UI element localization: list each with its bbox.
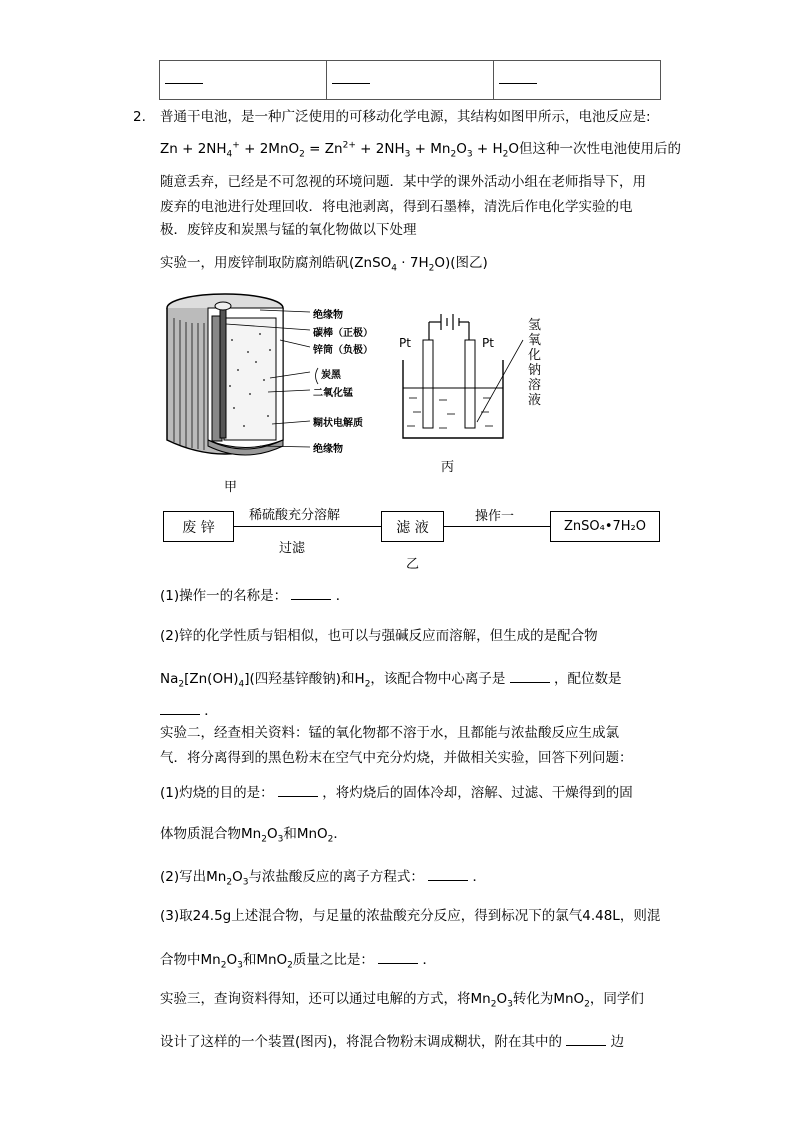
answer-blank[interactable] (566, 1031, 606, 1046)
answer-blank[interactable] (428, 866, 468, 881)
flow-arrow-1 (234, 526, 381, 527)
right-electrode-label: Pt (482, 336, 494, 350)
label-insulator-bottom: 绝缘物 (313, 444, 343, 455)
question-2-line-1: (2)锌的化学性质与铝相似，也可以与强碱反应而溶解，但生成的是配合物 (160, 628, 598, 644)
question-3-line-1: (1)灼烧的目的是： ，将灼烧后的固体冷却，溶解、过滤、干燥得到的固 (160, 782, 633, 802)
question-number: 2. (133, 109, 146, 125)
label-manganese-dioxide: 二氧化锰 (313, 388, 353, 399)
answer-blank[interactable] (291, 585, 331, 600)
label-carbon-black: 炭黑 (321, 370, 341, 381)
left-electrode-label: Pt (399, 336, 411, 350)
question-1: (1)操作一的名称是： ． (160, 585, 349, 605)
caption-bing: 丙 (441, 460, 455, 475)
experiment-3-line-2: 设计了这样的一个装置(图丙)，将混合物粉末调成糊状，附在其中的 边 (160, 1031, 624, 1051)
intro-line-5: 极．废锌皮和炭黑与锰的氧化物做以下处理 (160, 222, 417, 238)
answer-blank[interactable] (165, 69, 203, 84)
intro-line-1: 普通干电池，是一种广泛使用的可移动化学电源，其结构如图甲所示，电池反应是: (160, 109, 651, 125)
answer-blank[interactable] (278, 782, 318, 797)
flow-arrow-1-bottom-label: 过滤 (279, 541, 306, 556)
question-5-line-1: (3)取24.5g上述混合物，与足量的浓盐酸充分反应，得到标况下的氯气4.48L，则混 (160, 908, 661, 924)
answer-blank[interactable] (510, 668, 550, 683)
question-2-line-2: $Na_2[Zn(OH)_4]$(四羟基锌酸钠)和$H_2$，该配合物中心离子是 ，配位数是 (160, 668, 622, 688)
flow-arrow-2 (444, 526, 550, 527)
table-cell (494, 61, 660, 99)
label-zinc-can: 锌筒（负极） (313, 345, 373, 356)
experiment-1-title: 实验一，用废锌制取防腐剂皓矾(ZnSO$_4$ · $7H_2O$)(图乙) (160, 255, 488, 274)
label-carbon-rod: 碳棒（正极） (313, 328, 373, 339)
dry-cell-diagram (160, 290, 380, 470)
solution-label: 氢氧化钠溶液 (528, 318, 542, 408)
experiment-2-line-2: 气．将分离得到的黑色粉末在空气中充分灼烧，并做相关实验，回答下列问题： (160, 750, 633, 766)
intro-line-3: 随意丢弃，已经是不可忽视的环境问题．某中学的课外活动小组在老师指导下，用 (160, 174, 646, 190)
intro-line-4: 废弃的电池进行处理回收．将电池剥离，得到石墨棒，清洗后作电化学实验的电 (160, 199, 633, 215)
label-insulator-top: 绝缘物 (313, 310, 343, 321)
flow-box-filtrate: 滤 液 (381, 511, 444, 542)
caption-jia: 甲 (224, 480, 238, 495)
experiment-3-line-1: 实验三，查询资料得知，还可以通过电解的方式，将$Mn_2O_3$转化为MnO$_2$，同学们 (160, 991, 644, 1010)
question-4: (2)写出$Mn_2O_3$与浓盐酸反应的离子方程式： ． (160, 866, 486, 886)
flow-box-waste-zinc: 废 锌 (163, 511, 234, 542)
flow-box-product: ZnSO₄•7H₂O (550, 511, 660, 542)
answer-blank[interactable] (160, 700, 200, 715)
answer-blank[interactable] (499, 69, 537, 84)
answer-blank[interactable] (378, 949, 418, 964)
flow-arrow-2-top-label: 操作一 (475, 509, 515, 524)
table-cell (327, 61, 494, 99)
table-cell (160, 61, 327, 99)
question-3-line-2: 体物质混合物$Mn_2O_3$和MnO$_2$． (160, 826, 347, 845)
experiment-2-line-1: 实验二，经查相关资料：锰的氧化物都不溶于水，且都能与浓盐酸反应生成氯 (160, 725, 619, 741)
answer-blank[interactable] (332, 69, 370, 84)
question-5-line-2: 合物中$Mn_2O_3$和MnO$_2$质量之比是： ． (160, 949, 436, 969)
flow-caption-yi: 乙 (406, 557, 420, 572)
flow-arrow-1-top-label: 稀硫酸充分溶解 (249, 508, 341, 523)
question-2-line-3: ． (160, 700, 218, 720)
answer-table (159, 60, 661, 100)
reaction-equation: $Zn + 2NH_4^+ + 2MnO_2 = Zn^{2+} + 2NH_3 + Mn_2O_3 + H_2O$但这种一次性电池使用后的 (160, 140, 681, 160)
label-paste-electrolyte: 糊状电解质 (313, 418, 363, 429)
